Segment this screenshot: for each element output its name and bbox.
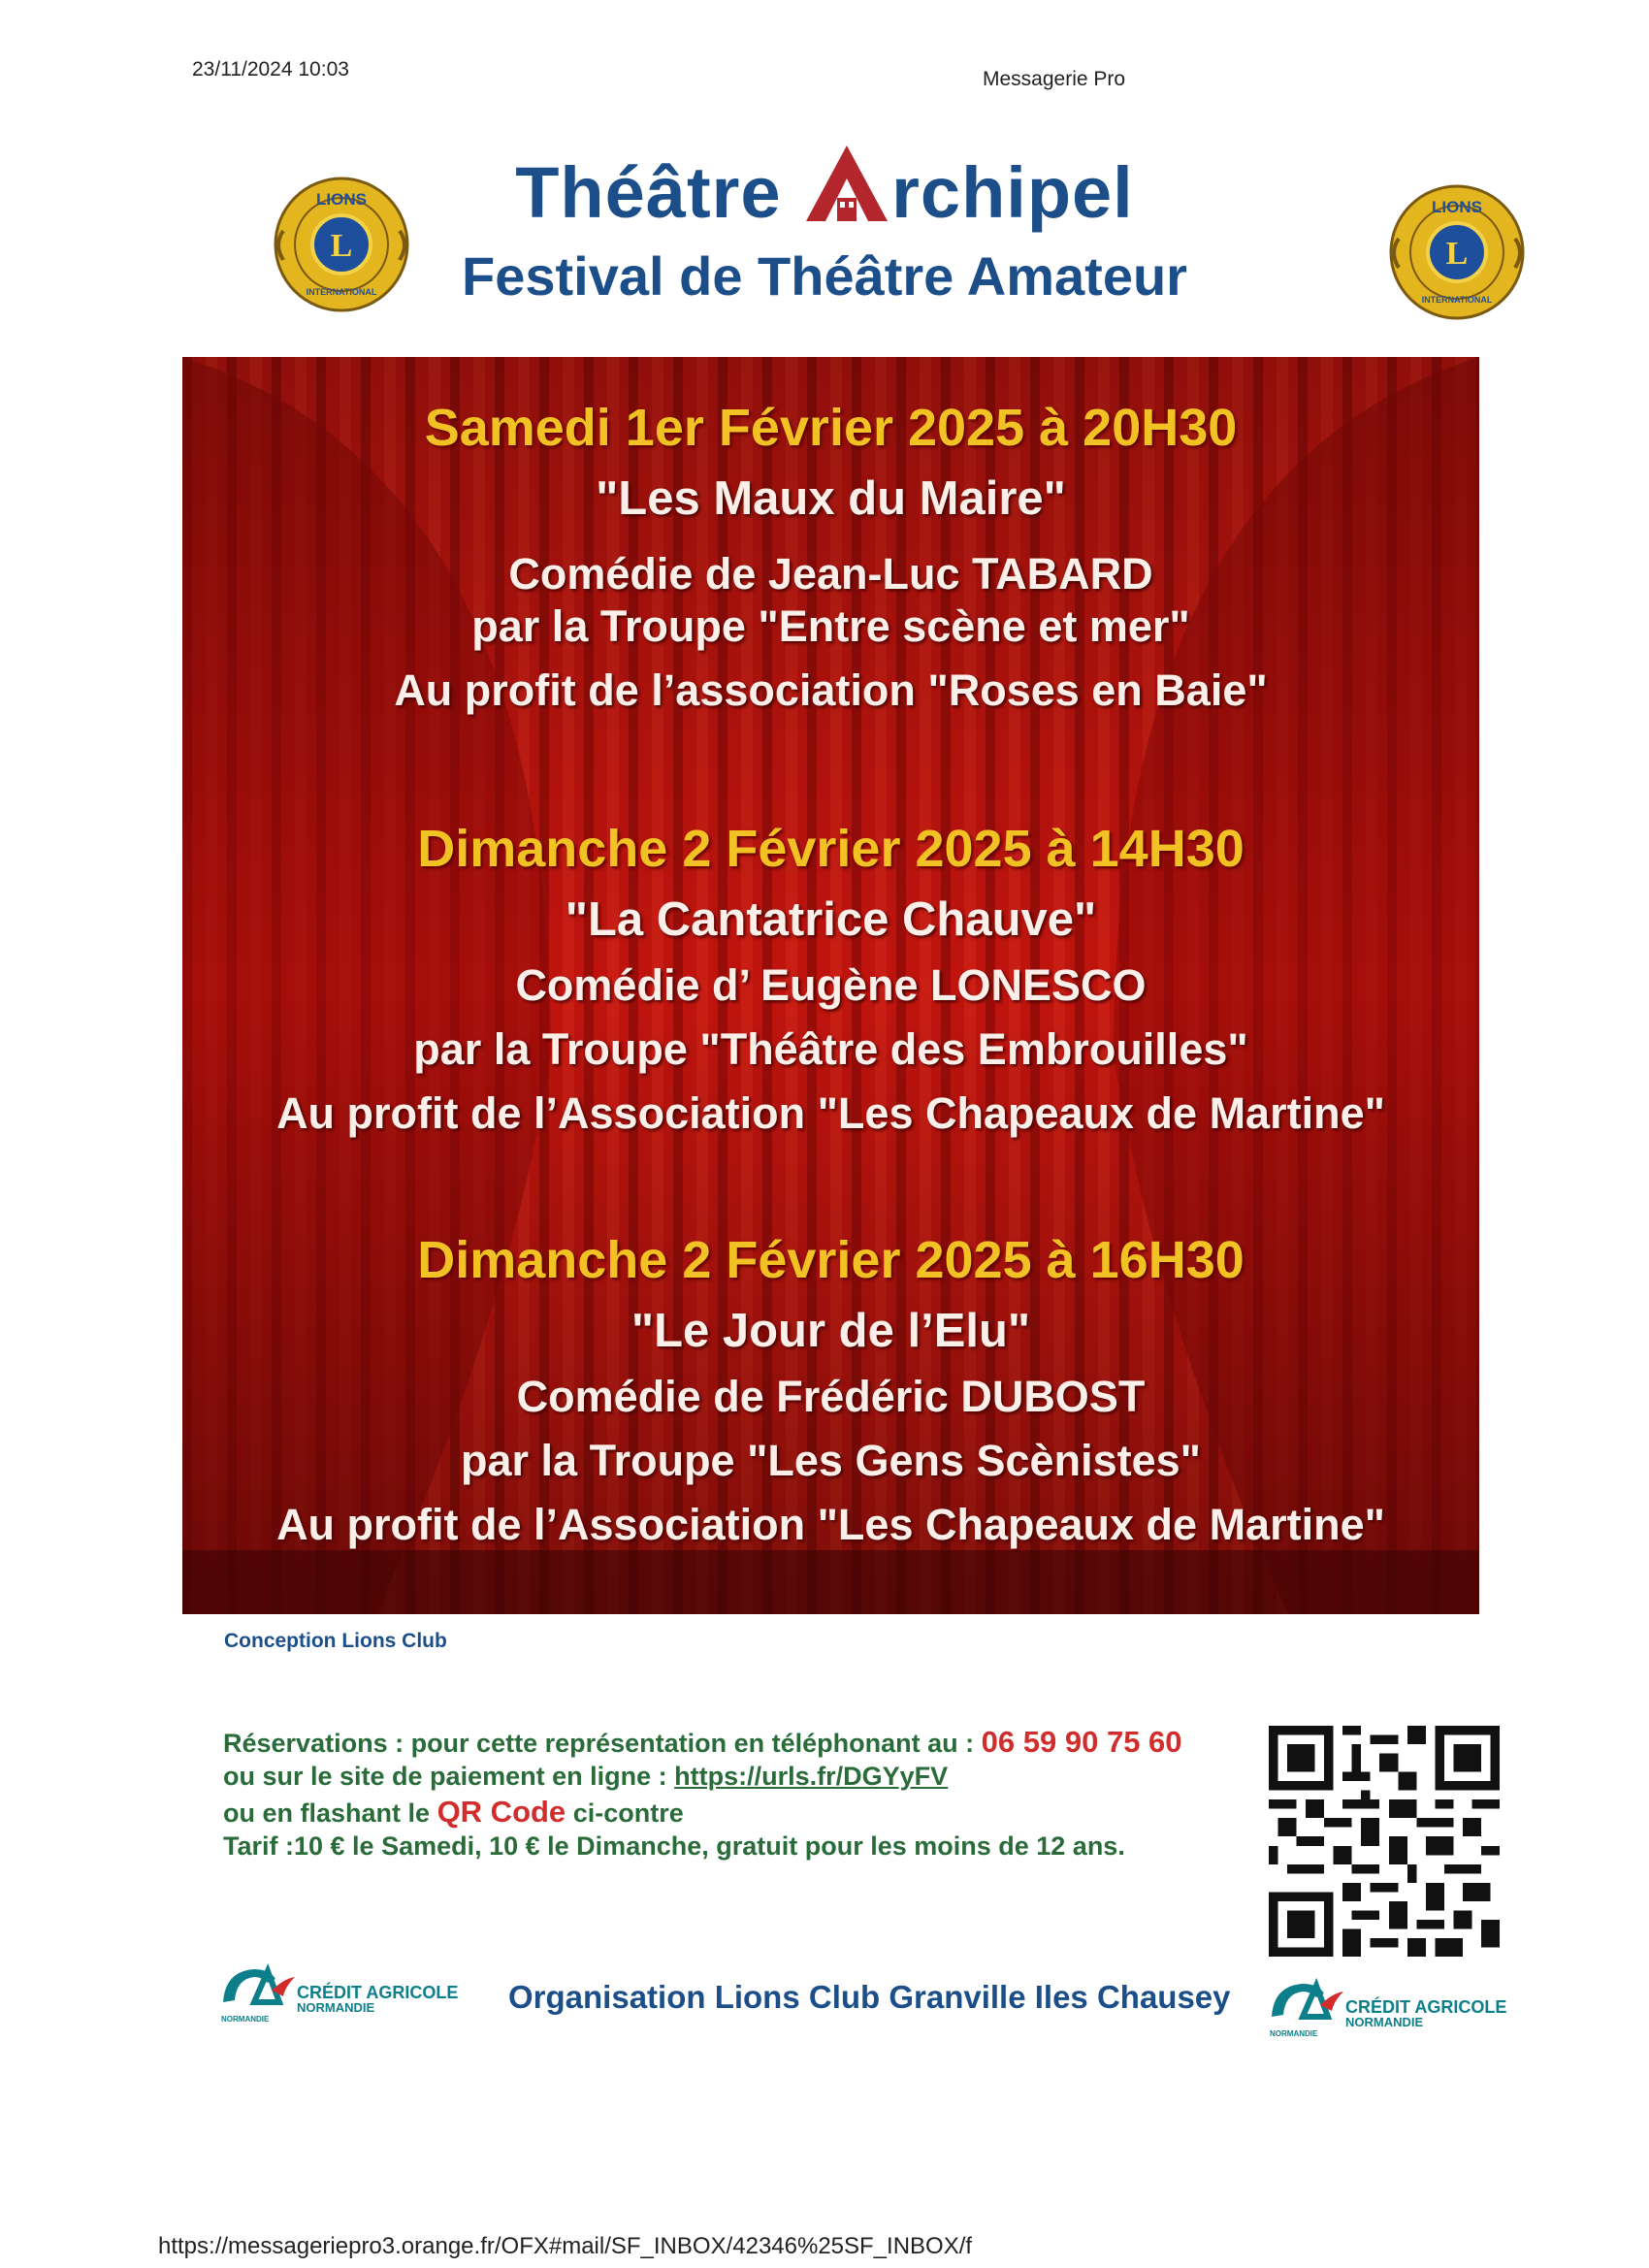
play-author: Comédie de Jean-Luc TABARD	[508, 549, 1153, 599]
event-date: Dimanche 2 Février 2025 à 14H30	[417, 820, 1245, 878]
play-beneficiary: Au profit de l’Association "Les Chapeaux de Martine"	[276, 1088, 1385, 1138]
phone-number[interactable]: 06 59 90 75 60	[981, 1725, 1182, 1759]
svg-text:CRÉDIT AGRICOLE: CRÉDIT AGRICOLE	[297, 1983, 459, 2002]
event-1	[182, 398, 1479, 716]
event-date: Samedi 1er Février 2025 à 20H30	[424, 399, 1238, 457]
event-3	[182, 1230, 1479, 1550]
qr-code-label: QR Code	[436, 1795, 566, 1829]
play-beneficiary: Au profit de l’Association "Les Chapeaux de Martine"	[276, 1500, 1385, 1549]
tarif-line: Tarif :10 € le Samedi, 10 € le Dimanche, gratuit pour les moins de 12 ans.	[223, 1831, 1125, 1861]
svg-text:NORMANDIE: NORMANDIE	[221, 2015, 270, 2024]
svg-text:L: L	[330, 228, 353, 264]
archipel-a-logo-icon	[804, 144, 889, 223]
svg-text:LIONS: LIONS	[316, 190, 367, 209]
reservation-web-line	[223, 1762, 948, 1792]
svg-text:NORMANDIE: NORMANDIE	[297, 2000, 375, 2015]
qr-code-image[interactable]	[1269, 1726, 1500, 1957]
credit-agricole-logo-left	[215, 1961, 497, 2029]
print-date: 23/11/2024 10:03	[192, 58, 349, 81]
page-title	[0, 144, 1649, 234]
svg-text:INTERNATIONAL: INTERNATIONAL	[306, 287, 377, 297]
design-credit: Conception Lions Club	[224, 1630, 447, 1652]
festival-subtitle: Festival de Théâtre Amateur	[462, 245, 1187, 307]
play-author: Comédie d’ Eugène LONESCO	[515, 960, 1147, 1010]
reservation-qr-line	[223, 1795, 684, 1830]
svg-text:L: L	[1445, 236, 1469, 272]
play-title: "Les Maux du Maire"	[596, 472, 1066, 525]
play-author: Comédie de Frédéric DUBOST	[516, 1372, 1146, 1421]
play-title: "La Cantatrice Chauve"	[565, 893, 1097, 946]
print-source: Messagerie Pro	[983, 68, 1126, 90]
play-title: "Le Jour de l’Elu"	[630, 1305, 1031, 1357]
reservation-qr-text: ou en flashant le	[223, 1798, 431, 1828]
title-word-theatre: Théâtre	[515, 152, 782, 233]
payment-link[interactable]: https://urls.fr/DGYyFV	[674, 1762, 949, 1791]
reservation-phone-line	[223, 1725, 1182, 1760]
reservation-text: Réservations : pour cette représentation en téléphonant au :	[223, 1729, 975, 1758]
svg-text:LIONS: LIONS	[1432, 198, 1482, 216]
credit-agricole-logo-right	[1264, 1976, 1545, 2044]
svg-text:INTERNATIONAL: INTERNATIONAL	[1421, 295, 1493, 305]
organisation-line: Organisation Lions Club Granville Iles Chausey	[508, 1979, 1231, 2015]
event-2	[182, 819, 1479, 1139]
svg-text:NORMANDIE: NORMANDIE	[1345, 2015, 1424, 2029]
event-date: Dimanche 2 Février 2025 à 16H30	[417, 1231, 1245, 1289]
curtain-poster	[182, 357, 1479, 1614]
play-troupe: par la Troupe "Les Gens Scènistes"	[461, 1436, 1201, 1485]
reservation-qr-suffix: ci-contre	[572, 1798, 684, 1828]
title-word-archipel: rchipel	[891, 152, 1134, 233]
play-beneficiary: Au profit de l’association "Roses en Baie"	[394, 665, 1268, 715]
svg-text:CRÉDIT AGRICOLE: CRÉDIT AGRICOLE	[1345, 1997, 1507, 2017]
reservation-web-text: ou sur le site de paiement en ligne :	[223, 1762, 667, 1791]
play-troupe: par la Troupe "Entre scène et mer"	[471, 601, 1190, 651]
svg-text:NORMANDIE: NORMANDIE	[1270, 2029, 1318, 2038]
play-troupe: par la Troupe "Théâtre des Embrouilles"	[413, 1024, 1248, 1074]
print-footer-url: https://messageriepro3.orange.fr/OFX#mail/SF_INBOX/42346%25SF_INBOX/f	[158, 2233, 973, 2259]
